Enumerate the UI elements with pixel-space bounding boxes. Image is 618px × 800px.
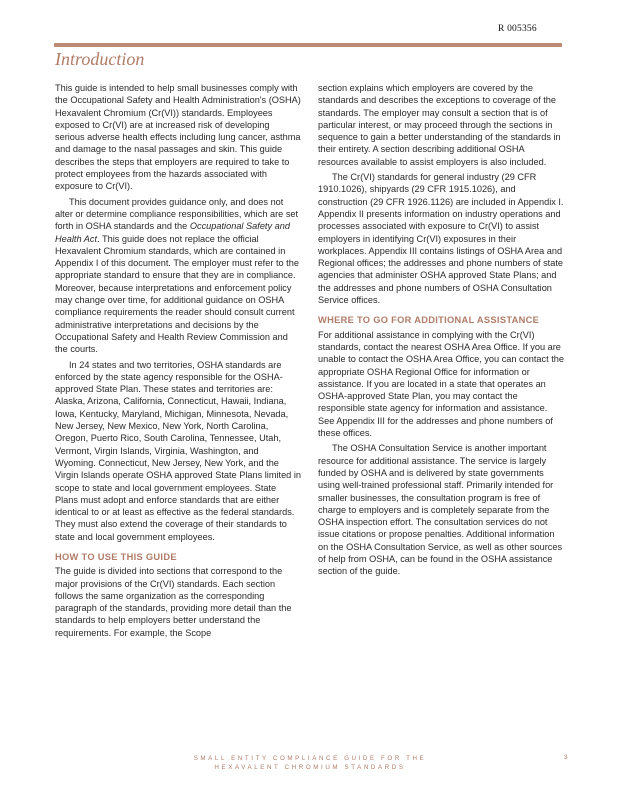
- appendices-paragraph: The Cr(VI) standards for general industry (29 CFR 1910.1026), shipyards (29 CFR 1915.1026), and construction (29 CFR 1926.1126) are included in Appendix I. Appendix II presents information on industry operations and processes associated with exposure to Cr(VI) to assist employers in identifying Cr(VI) exposures in their workplaces. Appendix III contains listings of OSHA Area and Regional offices; the addresses and phone numbers of state agencies that administer OSHA approved State Plans; and the addresses and phone numbers of OSHA Consultation Service offices.: [318, 172, 564, 306]
- state-plans-paragraph: In 24 states and two territories, OSHA standards are enforced by the state agency responsible for the OSHA-approved State Plan. These states and territories are: Alaska, Arizona, California, Connecticut, Hawaii, Indiana, Iowa, Kentucky, Maryland, Michigan, Minnesota, Nevada, New Jersey, New Mexico, New York, North Carolina, Oregon, Puerto Rico, South Carolina, Tennessee, Utah, Vermont, Virgin Islands, Virginia, Washington, and Wyoming. Connecticut, New Jersey, New York, and the Virgin Islands operate OSHA approved State Plans limited in scope to state and local government employees. State Plans must adopt and enforce standards that are either identical to or at least as effective as the federal standards. They must also extend the coverage of their standards to state and local government employees.: [55, 359, 301, 542]
- section-heading-additional-assistance: WHERE TO GO FOR ADDITIONAL ASSISTANCE: [318, 315, 540, 326]
- section-heading-how-to-use: HOW TO USE THIS GUIDE: [55, 551, 177, 562]
- how-to-use-paragraph: The guide is divided into sections that correspond to the major provisions of the Cr(VI) standards. Each section follows the same organization as the corresponding paragraph of the standards, providing more detail than the standards to help employers better understand the requirements. For example, the Scope: [55, 566, 292, 638]
- document-id: R 005356: [498, 24, 537, 34]
- consultation-paragraph: The OSHA Consultation Service is another important resource for additional assistance. The service is largely funded by OSHA and is delivered by state governments using well-trained professional staff. Primarily intended for smaller businesses, the consultation program is free of charge to employers and is completely separate from the OSHA inspection effort. The consultation services do not issue citations or propose penalties. Additional information on the OSHA Consultation Service, as well as other sources of help from OSHA, can be found in the OSHA assistance section of the guide.: [318, 443, 563, 577]
- page-title: Introduction: [55, 49, 145, 69]
- footer-line-2: HEXAVALENT CHROMIUM STANDARDS: [214, 764, 406, 771]
- act-title: Occupational Safety and Health Act: [55, 221, 290, 244]
- guidance-paragraph: [55, 196, 301, 356]
- guidance-text-start: This document provides guidance only, and does not alter or determine compliance responsibilities, which are set forth in OSHA standards and the: [55, 196, 299, 232]
- scope-continuation-paragraph: section explains which employers are covered by the standards and describes the exceptions to coverage of the standards. The employer may consult a section that is of particular interest, or may proceed through the sections in sequence to gain a better understanding of the standards in their entirety. A section describing additional OSHA resources available to assist employers is also included.: [318, 83, 561, 167]
- left-column: [55, 82, 301, 642]
- footer-line-1: SMALL ENTITY COMPLIANCE GUIDE FOR THE: [193, 755, 427, 762]
- assistance-paragraph: For additional assistance in complying with the Cr(VI) standards, contact the nearest OSHA Area Office. If you are unable to contact the OSHA Area Office, you can contact the appropriate OSHA Regional Office for information or assistance. If you are located in a state that operates an OSHA-approved State Plan, you may contact the responsible state agency for information and assistance. See Appendix III for the addresses and phone numbers of these offices.: [318, 329, 565, 439]
- header-rule: [54, 43, 562, 47]
- intro-paragraph: This guide is intended to help small businesses comply with the Occupational Safety and Health Administration's (OSHA) Hexavalent Chromium (Cr(VI)) standards. Employees exposed to Cr(VI) are at increased risk of developing serious adverse health effects including lung cancer, asthma and damage to the nasal passages and skin. This guide describes the steps that employers are required to take to protect employees from the hazards associated with exposure to Cr(VI).: [55, 83, 301, 192]
- right-column: [318, 82, 564, 581]
- guidance-text-end: . This guide does not replace the official Hexavalent Chromium standards, which are contained in Appendix I of this document. The employer must refer to the appropriate standard to ensure that they are in compliance. Moreover, because interpretations and enforcement policy may change over time, for additional guidance on OSHA compliance requirements the reader should consult current administrative interpretations and decisions by the Occupational Safety and Health Review Commission and the courts.: [55, 233, 299, 355]
- page-number: 3: [564, 754, 568, 761]
- footer-title: [150, 754, 470, 772]
